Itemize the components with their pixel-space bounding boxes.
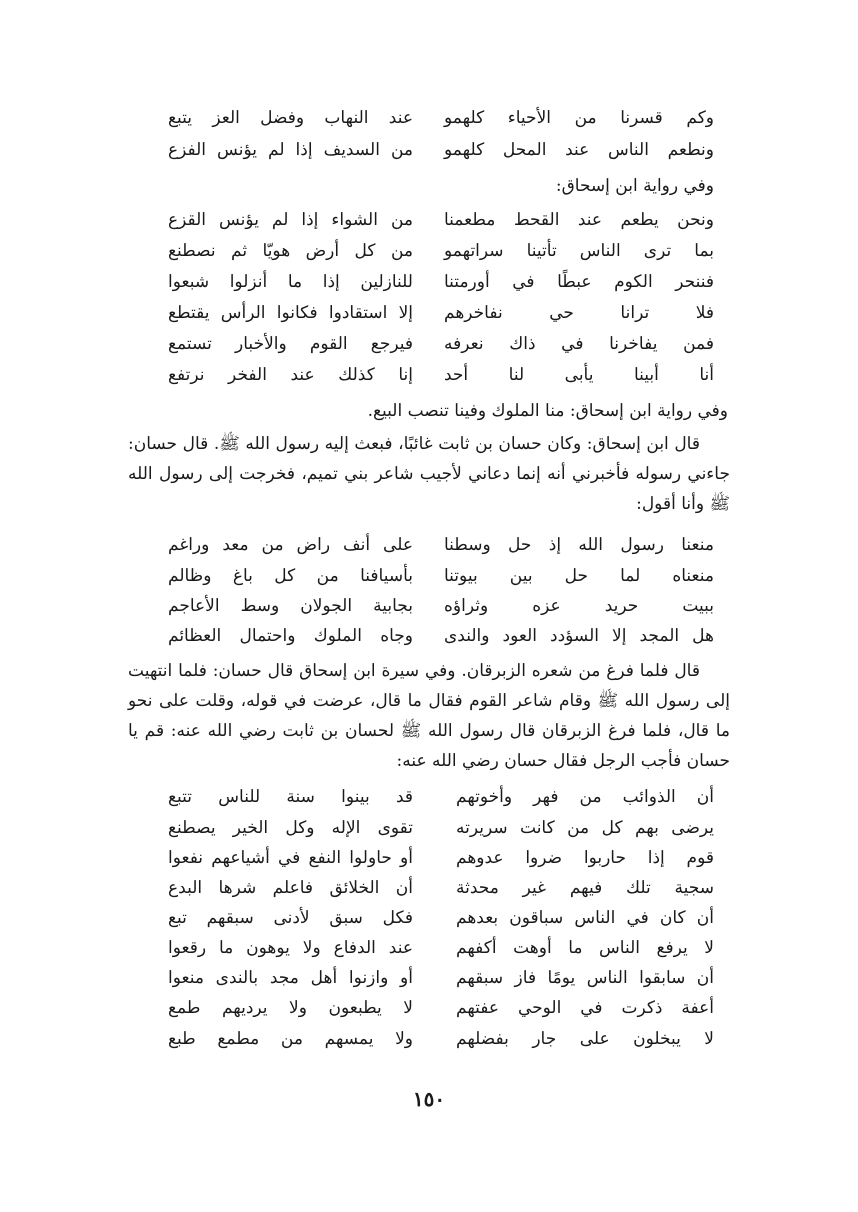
- paragraph-zibriqan: قال فلما فرغ من شعره الزبرقان. وفي سيرة ابن إسحاق قال حسان: فلما انتهيت إلى رسول الله ﷺ وقام شاعر القوم فقال ما قال، عرضت في قوله، وقلت على نحو ما قال، فلما فرغ الزبرقان قال رسول الله ﷺ لحسان بن ثابت رضي الله عنه: قم يا حسان فأجب الرجل فقال حسان رضي الله عنه:: [128, 661, 730, 771]
- verse-6-right: فلا ترانا حي نفاخرهم: [444, 303, 714, 323]
- verse-18-left: عند الدفاع ولا يوهون ما رقعوا: [168, 938, 413, 958]
- verse-4-left: من كل أرض هويّا ثم نصطنع: [168, 241, 413, 261]
- verse-3-left: من الشواء إذا لم يؤنس القزع: [168, 210, 413, 230]
- verse-5-left: للنازلين إذا ما أنزلوا شبعوا: [168, 272, 413, 292]
- riwaya-line: وفي رواية ابن إسحاق: منا الملوك وفينا تنصب البيع.: [367, 401, 728, 421]
- verse-11-right: ببيت حريد عزه وثراؤه: [444, 596, 714, 616]
- verse-4-right: بما ترى الناس تأتينا سراتهمو: [444, 241, 714, 261]
- heading-riwaya-ibn-ishaq: وفي رواية ابن إسحاق:: [555, 176, 714, 196]
- verse-13-right: أن الذوائب من فهر وأخوتهم: [456, 787, 714, 807]
- verse-9-right: منعنا رسول الله إذ حل وسطنا: [444, 535, 714, 555]
- verse-13-left: قد بينوا سنة للناس تتبع: [168, 787, 413, 807]
- verse-16-left: أن الخلائق فاعلم شرها البدع: [168, 878, 413, 898]
- verse-10-right: منعناه لما حل بين بيوتنا: [444, 566, 714, 586]
- verse-3-right: ونحن يطعم عند القحط مطعمنا: [444, 210, 714, 230]
- verse-17-left: فكل سبق لأدنى سبقهم تبع: [168, 908, 413, 928]
- verse-12-right: هل المجد إلا السؤدد العود والندى: [444, 626, 714, 646]
- verse-16-right: سجية تلك فيهم غير محدثة: [456, 878, 714, 898]
- verse-11-left: بجابية الجولان وسط الأعاجم: [168, 596, 413, 616]
- verse-21-left: ولا يمسهم من مطمع طبع: [168, 1029, 413, 1049]
- verse-14-left: تقوى الإله وكل الخير يصطنع: [168, 818, 413, 838]
- verse-21-right: لا يبخلون على جار بفضلهم: [456, 1029, 714, 1049]
- verse-10-left: بأسيافنا من كل باغ وظالم: [168, 566, 413, 586]
- verse-7-left: فيرجع القوم والأخبار تستمع: [168, 334, 413, 354]
- verse-1-right: وكم قسرنا من الأحياء كلهمو: [444, 108, 714, 128]
- verse-1-left: عند النهاب وفضل العز يتبع: [168, 108, 413, 128]
- verse-20-right: أعفة ذكرت في الوحي عفتهم: [456, 998, 714, 1018]
- verse-15-left: أو حاولوا النفع في أشياعهم نفعوا: [168, 848, 413, 868]
- verse-19-left: أو وازنوا أهل مجد بالندى منعوا: [168, 968, 413, 988]
- verse-12-left: وجاه الملوك واحتمال العظائم: [168, 626, 413, 646]
- verse-17-right: أن كان في الناس سباقون بعدهم: [456, 908, 714, 928]
- verse-19-right: أن سابقوا الناس يومًا فاز سبقهم: [456, 968, 714, 988]
- paragraph-ibn-ishaq: قال ابن إسحاق: وكان حسان بن ثابت غائبًا، فبعث إليه رسول الله ﷺ. قال حسان: جاءني رسوله فأخبرني أنه إنما دعاني لأجيب شاعر بني تميم، فخرجت إلى رسول الله ﷺ وأنا أقول:: [128, 434, 730, 514]
- verse-14-right: يرضى بهم كل من كانت سريرته: [456, 818, 714, 838]
- verse-8-right: أنا أبينا يأبى لنا أحد: [444, 365, 714, 385]
- page-number: ١٥٠: [412, 1087, 446, 1111]
- verse-9-left: على أنف راض من معد وراغم: [168, 535, 413, 555]
- verse-2-left: من السديف إذا لم يؤنس الفزع: [168, 140, 413, 160]
- verse-6-left: إلا استقادوا فكانوا الرأس يقتطع: [168, 303, 413, 323]
- verse-18-right: لا يرفع الناس ما أوهت أكفهم: [456, 938, 714, 958]
- verse-7-right: فمن يفاخرنا في ذاك نعرفه: [444, 334, 714, 354]
- verse-2-right: ونطعم الناس عند المحل كلهمو: [444, 140, 714, 160]
- verse-5-right: فننحر الكوم عبطًا في أورمتنا: [444, 272, 714, 292]
- verse-20-left: لا يطبعون ولا يرديهم طمع: [168, 998, 413, 1018]
- verse-15-right: قوم إذا حاربوا ضروا عدوهم: [456, 848, 714, 868]
- verse-8-left: إنا كذلك عند الفخر نرتفع: [168, 365, 413, 385]
